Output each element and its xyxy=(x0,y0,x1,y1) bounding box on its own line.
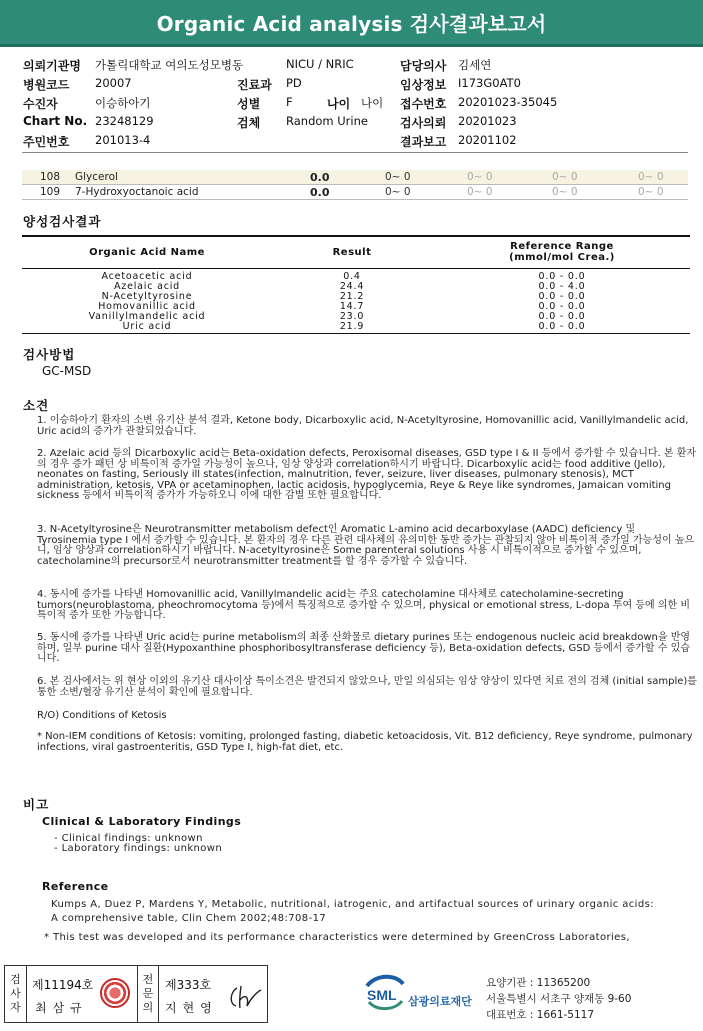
row-acid-name: 7-Hydroxyoctanoic acid xyxy=(75,186,199,198)
row-range: 0~ 0 xyxy=(638,171,664,183)
row-range: 0~ 0 xyxy=(638,186,664,198)
department-value: PD xyxy=(286,76,302,90)
signature-icon xyxy=(227,984,263,1010)
report-date-value: 20201102 xyxy=(458,133,517,147)
receipt-no-label: 접수번호 xyxy=(400,97,447,111)
institution-value: 가톨릭대학교 여의도성모병동 xyxy=(95,58,244,72)
inspector-license-no: 제11194호 xyxy=(32,978,94,992)
method-value: GC-MSD xyxy=(42,364,92,378)
row-number: 108 xyxy=(40,171,61,183)
inspector-name: 최삼규 xyxy=(35,1001,88,1015)
age-label: 나이 xyxy=(327,97,351,111)
acid-result: 14.7 xyxy=(339,301,365,312)
patient-info-block xyxy=(0,53,703,151)
patient-value: 이승하아기 xyxy=(95,96,151,110)
method-heading: 검사방법 xyxy=(23,347,76,362)
resident-no-value: 201013-4 xyxy=(95,133,151,147)
report-title-bar xyxy=(0,0,703,47)
table-row xyxy=(22,322,690,332)
row-range: 0~ 0 xyxy=(467,186,493,198)
chart-no-value: 23248129 xyxy=(95,114,154,128)
acid-range: 0.0 - 0.0 xyxy=(538,301,586,312)
signature-box xyxy=(4,965,268,1023)
col-header-name: Organic Acid Name xyxy=(89,247,205,258)
hospital-code-value: 20007 xyxy=(95,76,132,90)
row-range: 0~ 0 xyxy=(552,171,578,183)
table-row xyxy=(22,185,688,200)
row-result: 0.0 xyxy=(310,171,330,184)
request-date-label: 검사의뢰 xyxy=(400,116,447,130)
report-date-label: 결과보고 xyxy=(400,135,447,149)
table-top-rule xyxy=(22,235,690,237)
acid-range: 0.0 - 0.0 xyxy=(538,311,586,322)
row-range: 0~ 0 xyxy=(467,171,493,183)
conclusion-paragraph-3: 3. N-Acetyltyrosine은 Neurotransmitter metabolism defect인 Aromatic L-amino acid decarboxylase (AADC) deficiency 및 Tyrosinemia type I 에서 증가할 수 있습니다. 본 환자의 경우 다른 관련 대사체의 유의미한 동반 증가는 관찰되지 않아 비특이적 증가일 가능성이 높으니, 임상 양상과 correlation하시기 바랍니다. N-acetyltyrosine은 Some parenteral solutions 사용 시 비특이적으로 증가할 수 있으며, catecholamine의 precursor로서 neurotransmitter treatment를 할 경우 증가할 수 있습니다. xyxy=(37,524,695,567)
laboratory-findings-item: - Laboratory findings: unknown xyxy=(54,843,223,854)
department-label: 진료과 xyxy=(237,78,272,92)
conclusion-paragraph-5: 5. 동시에 증가를 나타낸 Uric acid는 purine metabolism의 최종 산화물로 dietary purines 또는 endogenous nucleic acid breakdown을 반영하며, 일부 purine 대사 질환(Hypoxanthine phosphoribosyltransferase deficiency 등), Beta-oxidation defects, GSD 등에서 증가할 수 있습니다. xyxy=(37,632,691,664)
specimen-value: Random Urine xyxy=(286,114,368,128)
receipt-no-value: 20201023-35045 xyxy=(458,95,558,109)
rule-out-line: R/O) Conditions of Ketosis xyxy=(37,710,167,721)
age-value: 나이 xyxy=(361,96,384,110)
conclusion-heading: 소견 xyxy=(23,398,50,413)
logo-name: 삼광의료재단 xyxy=(408,995,472,1008)
reference-line-1: Kumps A, Duez P, Mardens Y, Metabolic, nutritional, iatrogenic, and artifactual sources of urinary organic acids: xyxy=(51,899,654,910)
red-seal-icon xyxy=(100,978,130,1008)
patient-label: 수진자 xyxy=(23,97,58,111)
col-header-range xyxy=(482,241,642,263)
ward-value: NICU / NRIC xyxy=(286,57,354,71)
request-date-value: 20201023 xyxy=(458,114,517,128)
row-range: 0~ 0 xyxy=(385,186,411,198)
lab-address-block xyxy=(486,975,631,1023)
agency-code: 요양기관 : 11365200 xyxy=(486,977,591,989)
clinical-info-label: 임상정보 xyxy=(400,78,447,92)
clinical-findings-heading: Clinical & Laboratory Findings xyxy=(42,815,242,828)
conclusion-paragraph-6: 6. 본 검사에서는 위 현상 이외의 유기산 대사이상 특이소견은 발견되지 않았으나, 만일 의심되는 임상 양상이 있다면 치료 전의 검체 (initial sample)를 통한 소변/혈장 유기산 분석이 확인에 필요합니다. xyxy=(37,676,697,698)
col-header-range-line2: (mmol/mol Crea.) xyxy=(509,252,615,263)
row-number: 109 xyxy=(40,186,61,198)
sex-value: F xyxy=(286,95,293,109)
col-header-range-line1: Reference Range xyxy=(510,241,614,252)
table-row xyxy=(22,170,688,185)
positive-results-table xyxy=(22,235,690,335)
clinical-info-value: I173G0AT0 xyxy=(458,76,521,90)
previous-result-rows xyxy=(22,170,688,200)
doctor-label: 담당의사 xyxy=(400,59,447,73)
row-range: 0~ 0 xyxy=(552,186,578,198)
row-range: 0~ 0 xyxy=(385,171,411,183)
institution-label: 의뢰기관명 xyxy=(23,59,81,73)
logo-mark: SML xyxy=(367,987,397,1003)
row-result: 0.0 xyxy=(310,186,330,199)
table-header-rule xyxy=(22,268,690,269)
acid-name: Uric acid xyxy=(122,321,172,332)
clinical-findings-item: - Clinical findings: unknown xyxy=(54,833,203,844)
acid-name: Acetoacetic acid xyxy=(101,271,193,282)
inspector-label: 검사자 xyxy=(5,966,27,1022)
report-footer xyxy=(0,957,703,1031)
acid-range: 0.0 - 4.0 xyxy=(538,281,586,292)
lab-phone: 대표번호 : 1661-5117 xyxy=(486,1009,595,1021)
reference-heading: Reference xyxy=(42,880,109,893)
doctor-value: 김세연 xyxy=(458,58,492,72)
conclusion-paragraph-1: 1. 이승하아기 환자의 소변 유기산 분석 결과, Ketone body, Dicarboxylic acid, N-Acetyltyrosine, Homovanillic acid, Vanillylmandelic acid, Uric acid의 증가가 관찰되었습니다. xyxy=(37,415,689,437)
acid-range: 0.0 - 0.0 xyxy=(538,271,586,282)
hospital-code-label: 병원코드 xyxy=(23,78,70,92)
remarks-heading: 비고 xyxy=(23,797,50,812)
approver-name: 지현영 xyxy=(165,1001,218,1015)
specimen-label: 검체 xyxy=(237,116,261,130)
resident-no-label: 주민번호 xyxy=(23,135,70,149)
info-divider xyxy=(22,152,688,153)
conclusion-paragraph-4: 4. 동시에 증가를 나타낸 Homovanillic acid, Vanillylmandelic acid는 주요 catecholamine 대사체로 catecholamine-secreting tumors(neuroblastoma, pheochromocytoma 등)에서 특징적으로 증가할 수 있으며, physical or emotional stress, L-dopa 투여 등에 의한 비특이적 증가 또한 가능합니다. xyxy=(37,589,691,621)
positive-results-heading: 양성검사결과 xyxy=(23,214,102,229)
lab-address: 서울특별시 서초구 양재동 9-60 xyxy=(486,993,632,1005)
approver-license-no: 제333호 xyxy=(165,978,212,992)
acid-name: N-Acetyltyrosine xyxy=(101,291,193,302)
acid-name: Vanillylmandelic acid xyxy=(88,311,206,322)
acid-result: 21.9 xyxy=(339,321,365,332)
reference-line-2: A comprehensive table, Clin Chem 2002;48:708-17 xyxy=(51,913,327,924)
acid-name: Homovanillic acid xyxy=(98,301,196,312)
acid-name: Azelaic acid xyxy=(114,281,180,292)
conclusion-paragraph-2: 2. Azelaic acid 등의 Dicarboxylic acid는 Beta-oxidation defects, Peroxisomal diseases, GSD type I & II 등에서 증가할 수 있습니다. 본 환자의 경우 증가 패턴 상 비특이적 증가일 가능성이 높으나, 임상 양상과 correlation하시기 바랍니다. Dicarboxylic acid는 food additive (Jello), neonates on fasting, Seriously ill states(infection, malnutrition, fever, seizure, liver diseases, pulmonary stenosis), MCT administration, ketosis, VPA or acetaminophen, lactic acidosis, hypoglycemia, Reye & Reye like syndromes, Jamaican vomiting sickness 등에서 비특이적 증가가 가능하오니 이에 대한 감별 또한 필요합니다. xyxy=(37,448,697,501)
acid-result: 0.4 xyxy=(343,271,361,282)
approver-label: 전문의 xyxy=(137,966,159,1022)
ketosis-note: * Non-IEM conditions of Ketosis: vomiting, prolonged fasting, diabetic ketoacidosis, Vit. B12 deficiency, Reye syndrome, pulmonary infections, viral gastroenteritis, GSD Type I, high-fat diet, etc. xyxy=(37,731,693,753)
sex-label: 성별 xyxy=(237,97,261,111)
table-bottom-rule xyxy=(22,333,690,334)
acid-range: 0.0 - 0.0 xyxy=(538,321,586,332)
acid-range: 0.0 - 0.0 xyxy=(538,291,586,302)
chart-no-label: Chart No. xyxy=(23,114,88,128)
acid-result: 23.0 xyxy=(339,311,365,322)
sml-logo-icon xyxy=(364,974,406,1012)
disclaimer-text: * This test was developed and its performance characteristics were determined by GreenCross Laboratories, xyxy=(44,932,630,943)
acid-result: 24.4 xyxy=(339,281,365,292)
row-acid-name: Glycerol xyxy=(75,171,118,183)
col-header-result: Result xyxy=(332,247,372,258)
acid-result: 21.2 xyxy=(339,291,365,302)
report-title: Organic Acid analysis 검사결과보고서 xyxy=(156,11,547,36)
